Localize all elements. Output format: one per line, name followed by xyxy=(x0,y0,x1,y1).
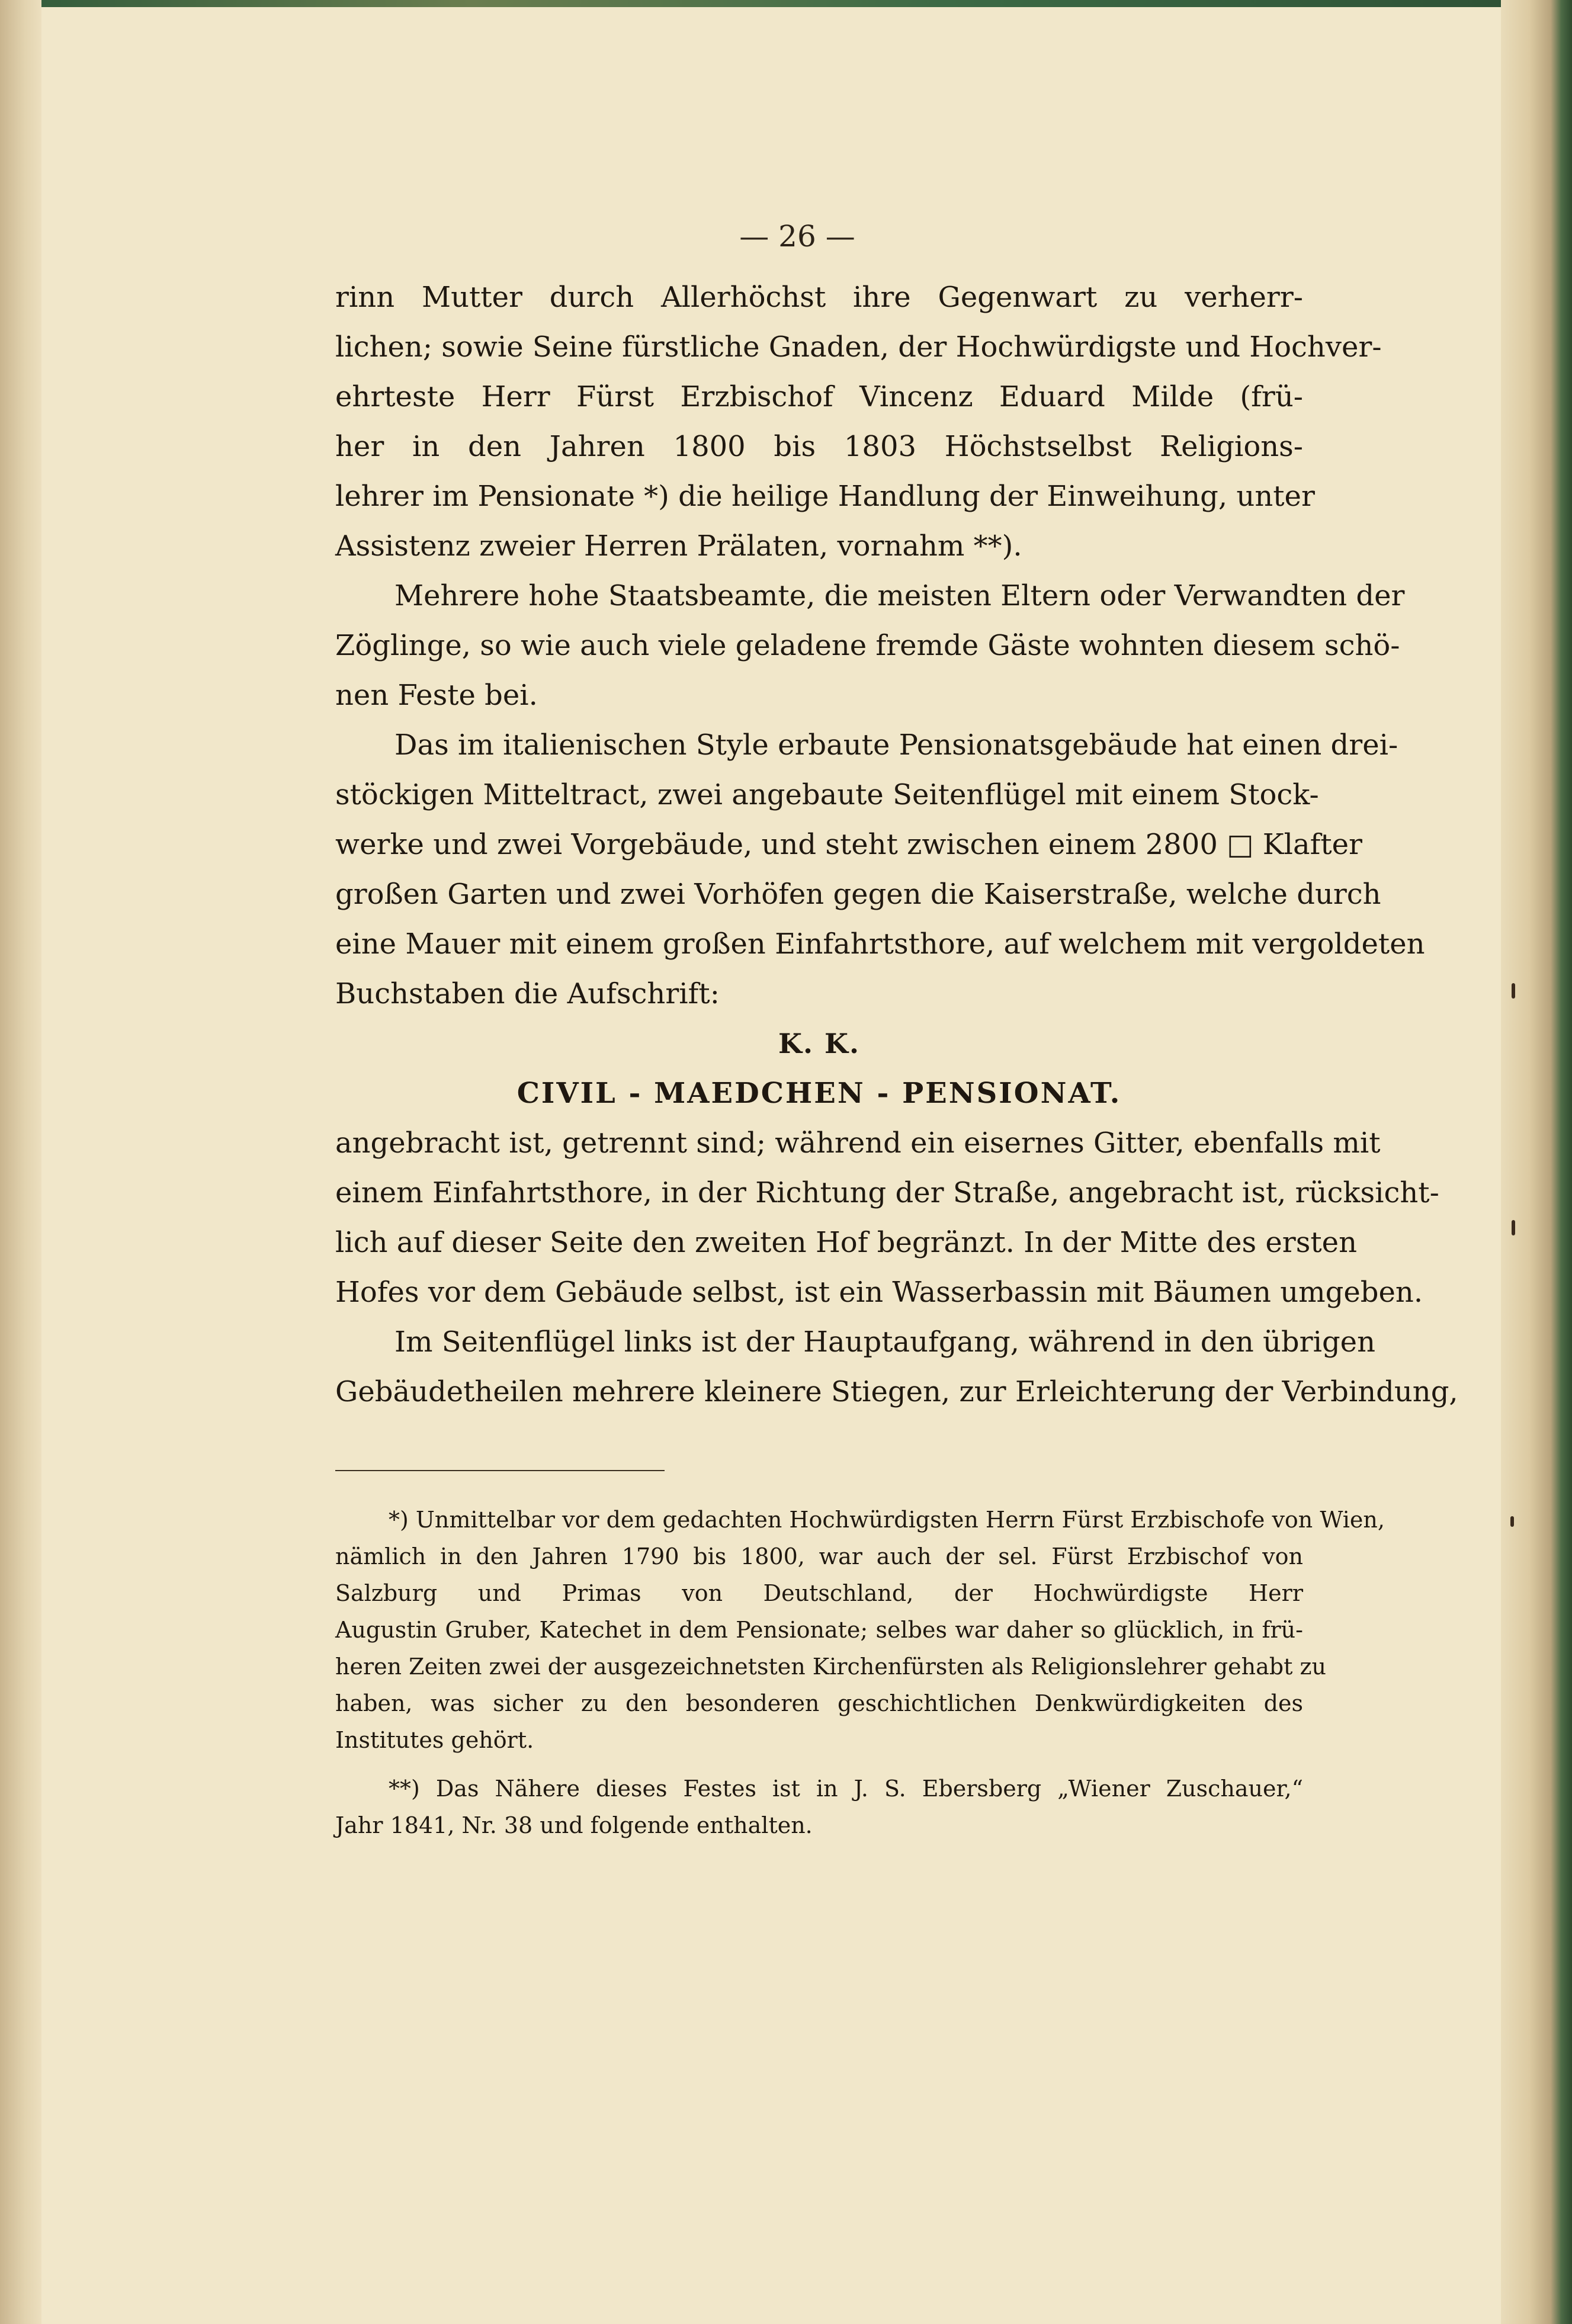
text-line: werke und zwei Vorgebäude, und steht zwischen einem 2800 □ Klafter xyxy=(335,828,1362,861)
book-gutter-left xyxy=(0,0,41,2324)
text-line: her in den Jahren 1800 bis 1803 Höchstselbst Religions- xyxy=(335,430,1303,463)
paper-speck xyxy=(1510,1516,1514,1527)
text-line: lich auf dieser Seite den zweiten Hof begränzt. In der Mitte des ersten xyxy=(335,1226,1357,1259)
footnote-line: Salzburg und Primas von Deutschland, der Hochwürdigste Herr xyxy=(335,1580,1303,1606)
paragraph-3 xyxy=(335,720,1425,1019)
footnote-line: Jahr 1841, Nr. 38 und folgende enthalten. xyxy=(335,1812,813,1838)
text-line: angebracht ist, getrennt sind; während ein eisernes Gitter, ebenfalls mit xyxy=(335,1126,1381,1160)
paragraph-2 xyxy=(335,571,1405,720)
text-line: Das im italienischen Style erbaute Pensionatsgebäude hat einen drei- xyxy=(394,728,1398,762)
inscription-heading-kk: K. K. xyxy=(778,1028,860,1060)
text-line: lichen; sowie Seine fürstliche Gnaden, der Hochwürdigste und Hochver- xyxy=(335,330,1382,364)
text-line: einem Einfahrtsthore, in der Richtung der Straße, angebracht ist, rücksicht- xyxy=(335,1176,1439,1209)
text-line: lehrer im Pensionate *) die heilige Handlung der Einweihung, unter xyxy=(335,480,1315,513)
text-line: ehrteste Herr Fürst Erzbischof Vincenz Eduard Milde (frü- xyxy=(335,380,1303,413)
paragraph-4 xyxy=(335,1118,1439,1317)
text-line: Buchstaben die Aufschrift: xyxy=(335,977,720,1010)
paragraph-5 xyxy=(335,1317,1458,1417)
text-line: Assistenz zweier Herren Prälaten, vornahm **). xyxy=(335,529,1022,563)
page-number: — 26 — xyxy=(739,219,855,253)
footnote-line: Augustin Gruber, Katechet in dem Pensionate; selbes war daher so glücklich, in frü- xyxy=(335,1617,1303,1643)
text-line: eine Mauer mit einem großen Einfahrtsthore, auf welchem mit vergoldeten xyxy=(335,927,1425,961)
footnote-line: heren Zeiten zwei der ausgezeichnetsten Kirchenfürsten als Religionslehrer gehabt zu xyxy=(335,1654,1326,1680)
footnotes xyxy=(335,1501,1385,1844)
text-line: Mehrere hohe Staatsbeamte, die meisten Eltern oder Verwandten der xyxy=(394,579,1405,612)
book-cover-edge-right xyxy=(1501,0,1572,2324)
text-line: Im Seitenflügel links ist der Hauptaufgang, während in den übrigen xyxy=(394,1325,1375,1359)
paper-speck xyxy=(1512,1220,1515,1235)
book-cover-edge-top xyxy=(0,0,1572,7)
footnote-line: Institutes gehört. xyxy=(335,1727,534,1753)
main-text xyxy=(335,272,1458,1417)
footnote-line: haben, was sicher zu den besonderen geschichtlichen Denkwürdigkeiten des xyxy=(335,1690,1303,1716)
text-line: Gebäudetheilen mehrere kleinere Stiegen, zur Erleichterung der Verbindung, xyxy=(335,1375,1458,1408)
paragraph-1 xyxy=(335,272,1382,571)
text-line: Hofes vor dem Gebäude selbst, ist ein Wasserbassin mit Bäumen umgeben. xyxy=(335,1276,1423,1309)
text-line: nen Feste bei. xyxy=(335,679,538,712)
text-line: stöckigen Mitteltract, zwei angebaute Seitenflügel mit einem Stock- xyxy=(335,778,1319,811)
footnote-divider xyxy=(335,1470,665,1471)
text-line: Zöglinge, so wie auch viele geladene fremde Gäste wohnten diesem schö- xyxy=(335,629,1400,662)
footnote-line: *) Unmittelbar vor dem gedachten Hochwürdigsten Herrn Fürst Erzbischofe von Wien, xyxy=(389,1507,1385,1533)
text-line: rinn Mutter durch Allerhöchst ihre Gegenwart zu verherr- xyxy=(335,281,1303,314)
footnote-line: nämlich in den Jahren 1790 bis 1800, war auch der sel. Fürst Erzbischof von xyxy=(335,1543,1303,1569)
paper-speck xyxy=(1512,983,1515,999)
footnote-line: **) Das Nähere dieses Festes ist in J. S. Ebersberg „Wiener Zuschauer,“ xyxy=(389,1776,1303,1802)
inscription-heading-pensionat: CIVIL - MAEDCHEN - PENSIONAT. xyxy=(516,1077,1122,1110)
text-line: großen Garten und zwei Vorhöfen gegen die Kaiserstraße, welche durch xyxy=(335,878,1381,911)
